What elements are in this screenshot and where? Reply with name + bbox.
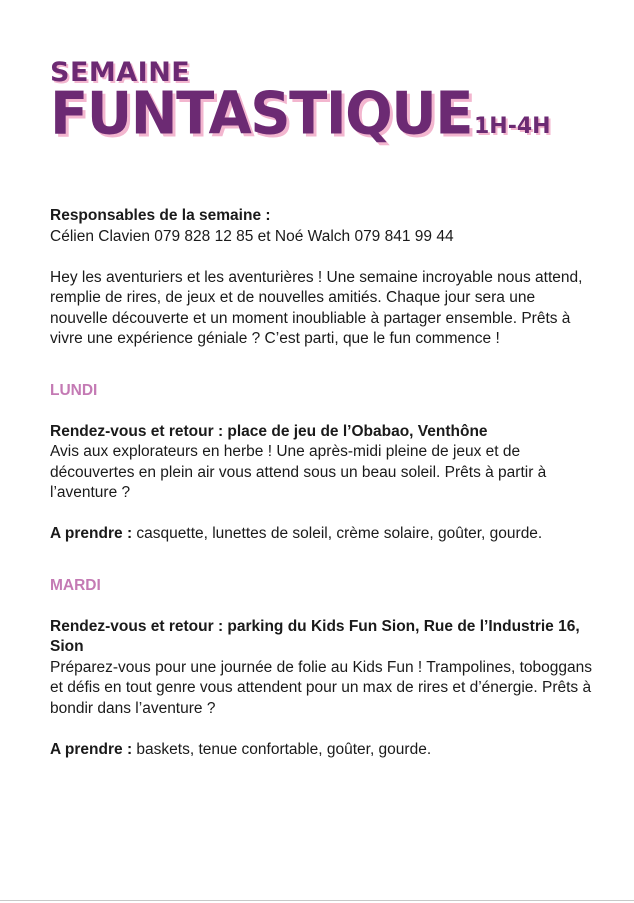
header-title-row (50, 79, 610, 149)
header-semaine: SEMAINE (50, 57, 191, 88)
lundi-a-prendre (50, 524, 595, 545)
day-title-lundi: LUNDI (50, 381, 98, 399)
document-body (50, 206, 595, 760)
mardi-rdv: Rendez-vous et retour : parking du Kids Fun Sion, Rue de l’Industrie 16, Sion (50, 617, 580, 655)
intro-paragraph: Hey les aventuriers et les aventurières ! Une semaine incroyable nous attend, remplie de rires, de jeux et de nouvelles amitiés. Chaque jour sera une nouvelle découverte et un moment inoubliable à partager ensemble. Prêts à vivre une expérience géniale ? C’est parti, que le fun commence ! (50, 268, 583, 347)
day-title-mardi: MARDI (50, 576, 101, 594)
header-funtastique: FUNTASTIQUE (50, 79, 472, 149)
bottom-divider (0, 900, 634, 901)
lundi-description: Avis aux explorateurs en herbe ! Une après-midi pleine de jeux et de découvertes en plein air vous attend sous un beau soleil. Prêts à partir à l’aventure ? (50, 443, 547, 501)
page-header (50, 57, 610, 149)
lundi-rdv: Rendez-vous et retour : place de jeu de l’Obabao, Venthône (50, 422, 488, 440)
header-age-range: 1H-4H (473, 114, 551, 139)
mardi-a-prendre (50, 740, 595, 761)
mardi-description: Préparez-vous pour une journée de folie au Kids Fun ! Trampolines, toboggans et défis en tout genre vous attendent pour un max de rires et d’énergie. Prêts à bondir dans l’aventure ? (50, 658, 592, 717)
mardi-prendre-label: A prendre : (50, 740, 133, 758)
lundi-prendre-label: A prendre : (50, 525, 133, 542)
responsables-names: Célien Clavien 079 828 12 85 et Noé Walch 079 841 99 44 (50, 227, 454, 245)
lundi-prendre-items: casquette, lunettes de soleil, crème solaire, goûter, gourde. (132, 525, 543, 542)
mardi-prendre-items: baskets, tenue confortable, goûter, gourde. (132, 740, 432, 758)
responsables-label: Responsables de la semaine : (50, 207, 271, 224)
